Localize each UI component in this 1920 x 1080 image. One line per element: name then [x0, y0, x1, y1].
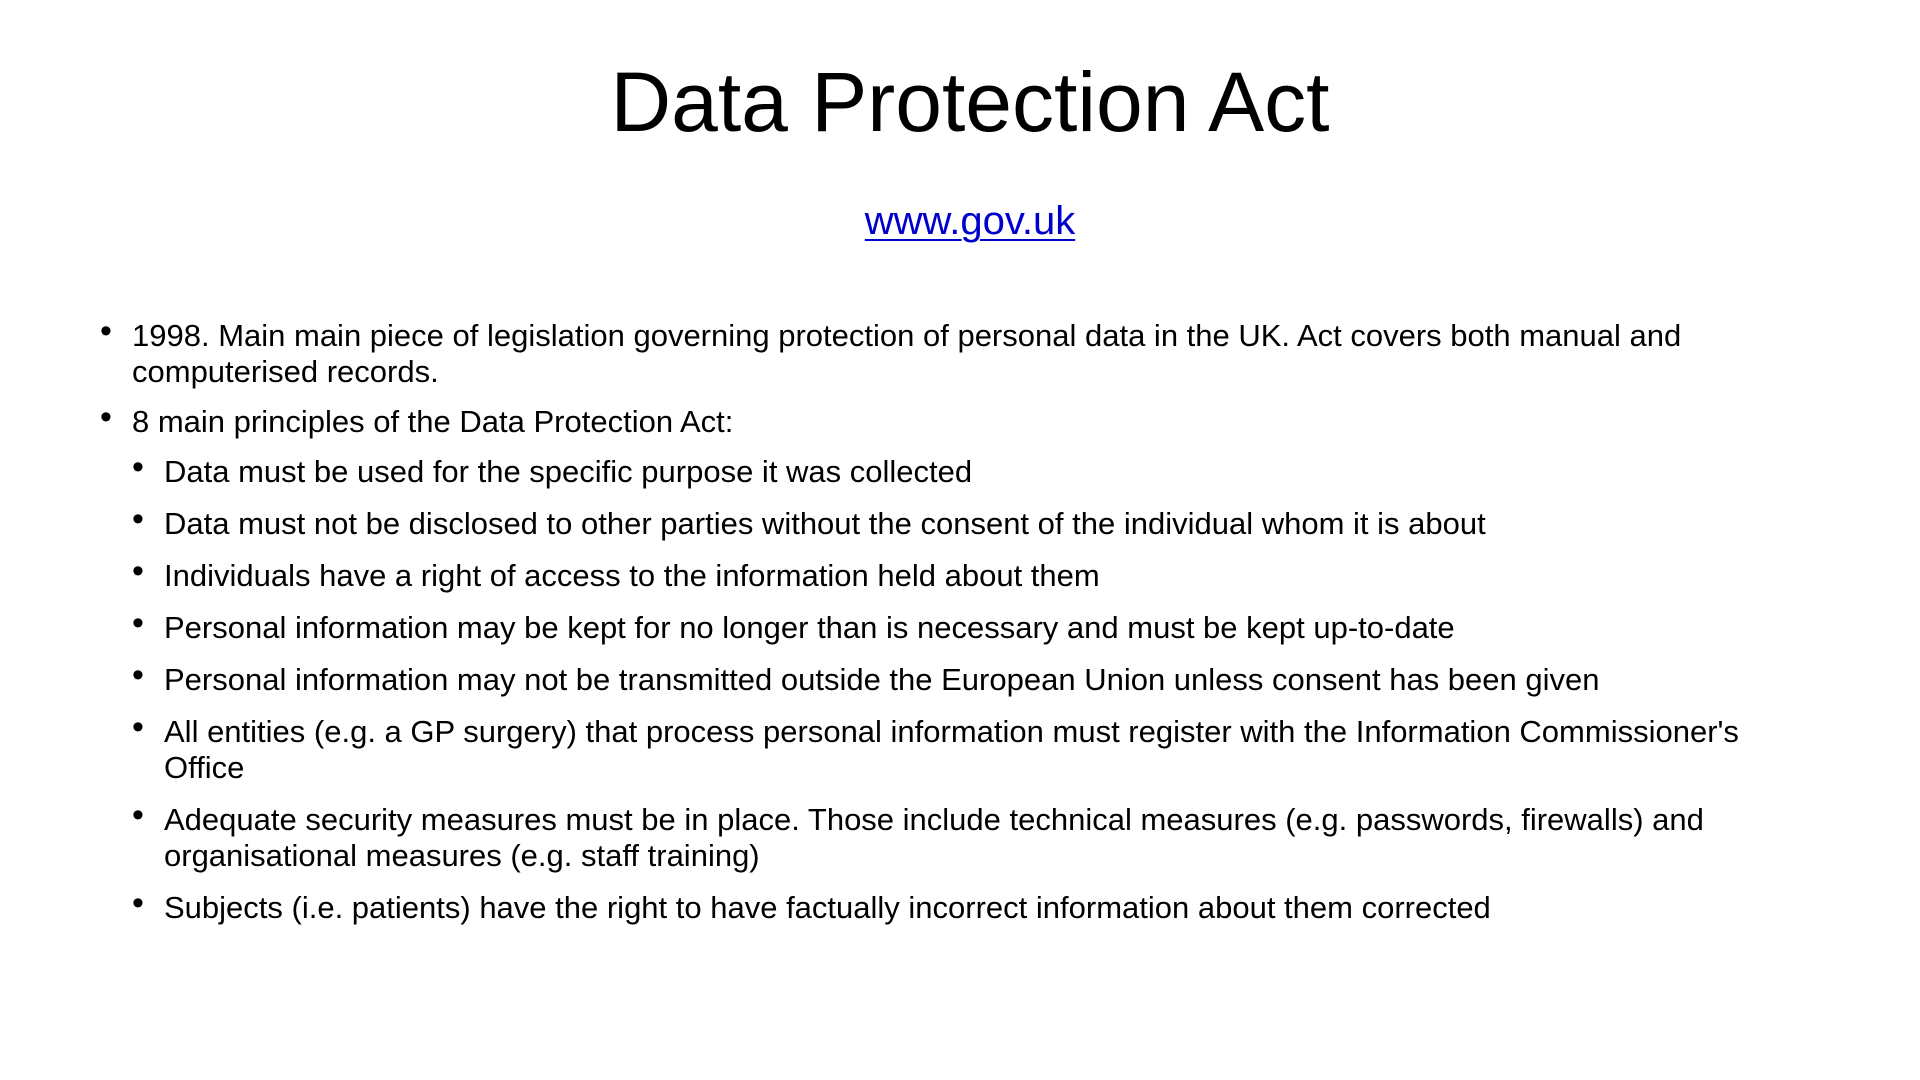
- principle-item: • Subjects (i.e. patients) have the right to have factually incorrect information about them corrected: [132, 890, 1820, 926]
- bullet-list: [100, 318, 1820, 942]
- bullet-legislation: • 1998. Main main piece of legislation governing protection of personal data in the UK. Act covers both manual and computerised records.: [100, 318, 1820, 390]
- bullet-principles-heading: • 8 main principles of the Data Protection Act:: [100, 404, 1820, 440]
- gov-uk-link[interactable]: www.gov.uk: [864, 199, 1076, 243]
- principle-item: • Personal information may be kept for no longer than is necessary and must be kept up-to-date: [132, 610, 1820, 646]
- link-row: [0, 196, 1920, 246]
- principle-item: • Individuals have a right of access to the information held about them: [132, 558, 1820, 594]
- principle-item: • Data must not be disclosed to other parties without the consent of the individual whom it is about: [132, 506, 1820, 542]
- slide-title: Data Protection Act: [610, 55, 1330, 149]
- principle-item: • Data must be used for the specific purpose it was collected: [132, 454, 1820, 490]
- principle-item: • Personal information may not be transmitted outside the European Union unless consent has been given: [132, 662, 1820, 698]
- principle-item: • All entities (e.g. a GP surgery) that process personal information must register with the Information Commissioner's Office: [132, 714, 1820, 786]
- principle-item: • Adequate security measures must be in place. Those include technical measures (e.g. passwords, firewalls) and organisational measures (e.g. staff training): [132, 802, 1820, 874]
